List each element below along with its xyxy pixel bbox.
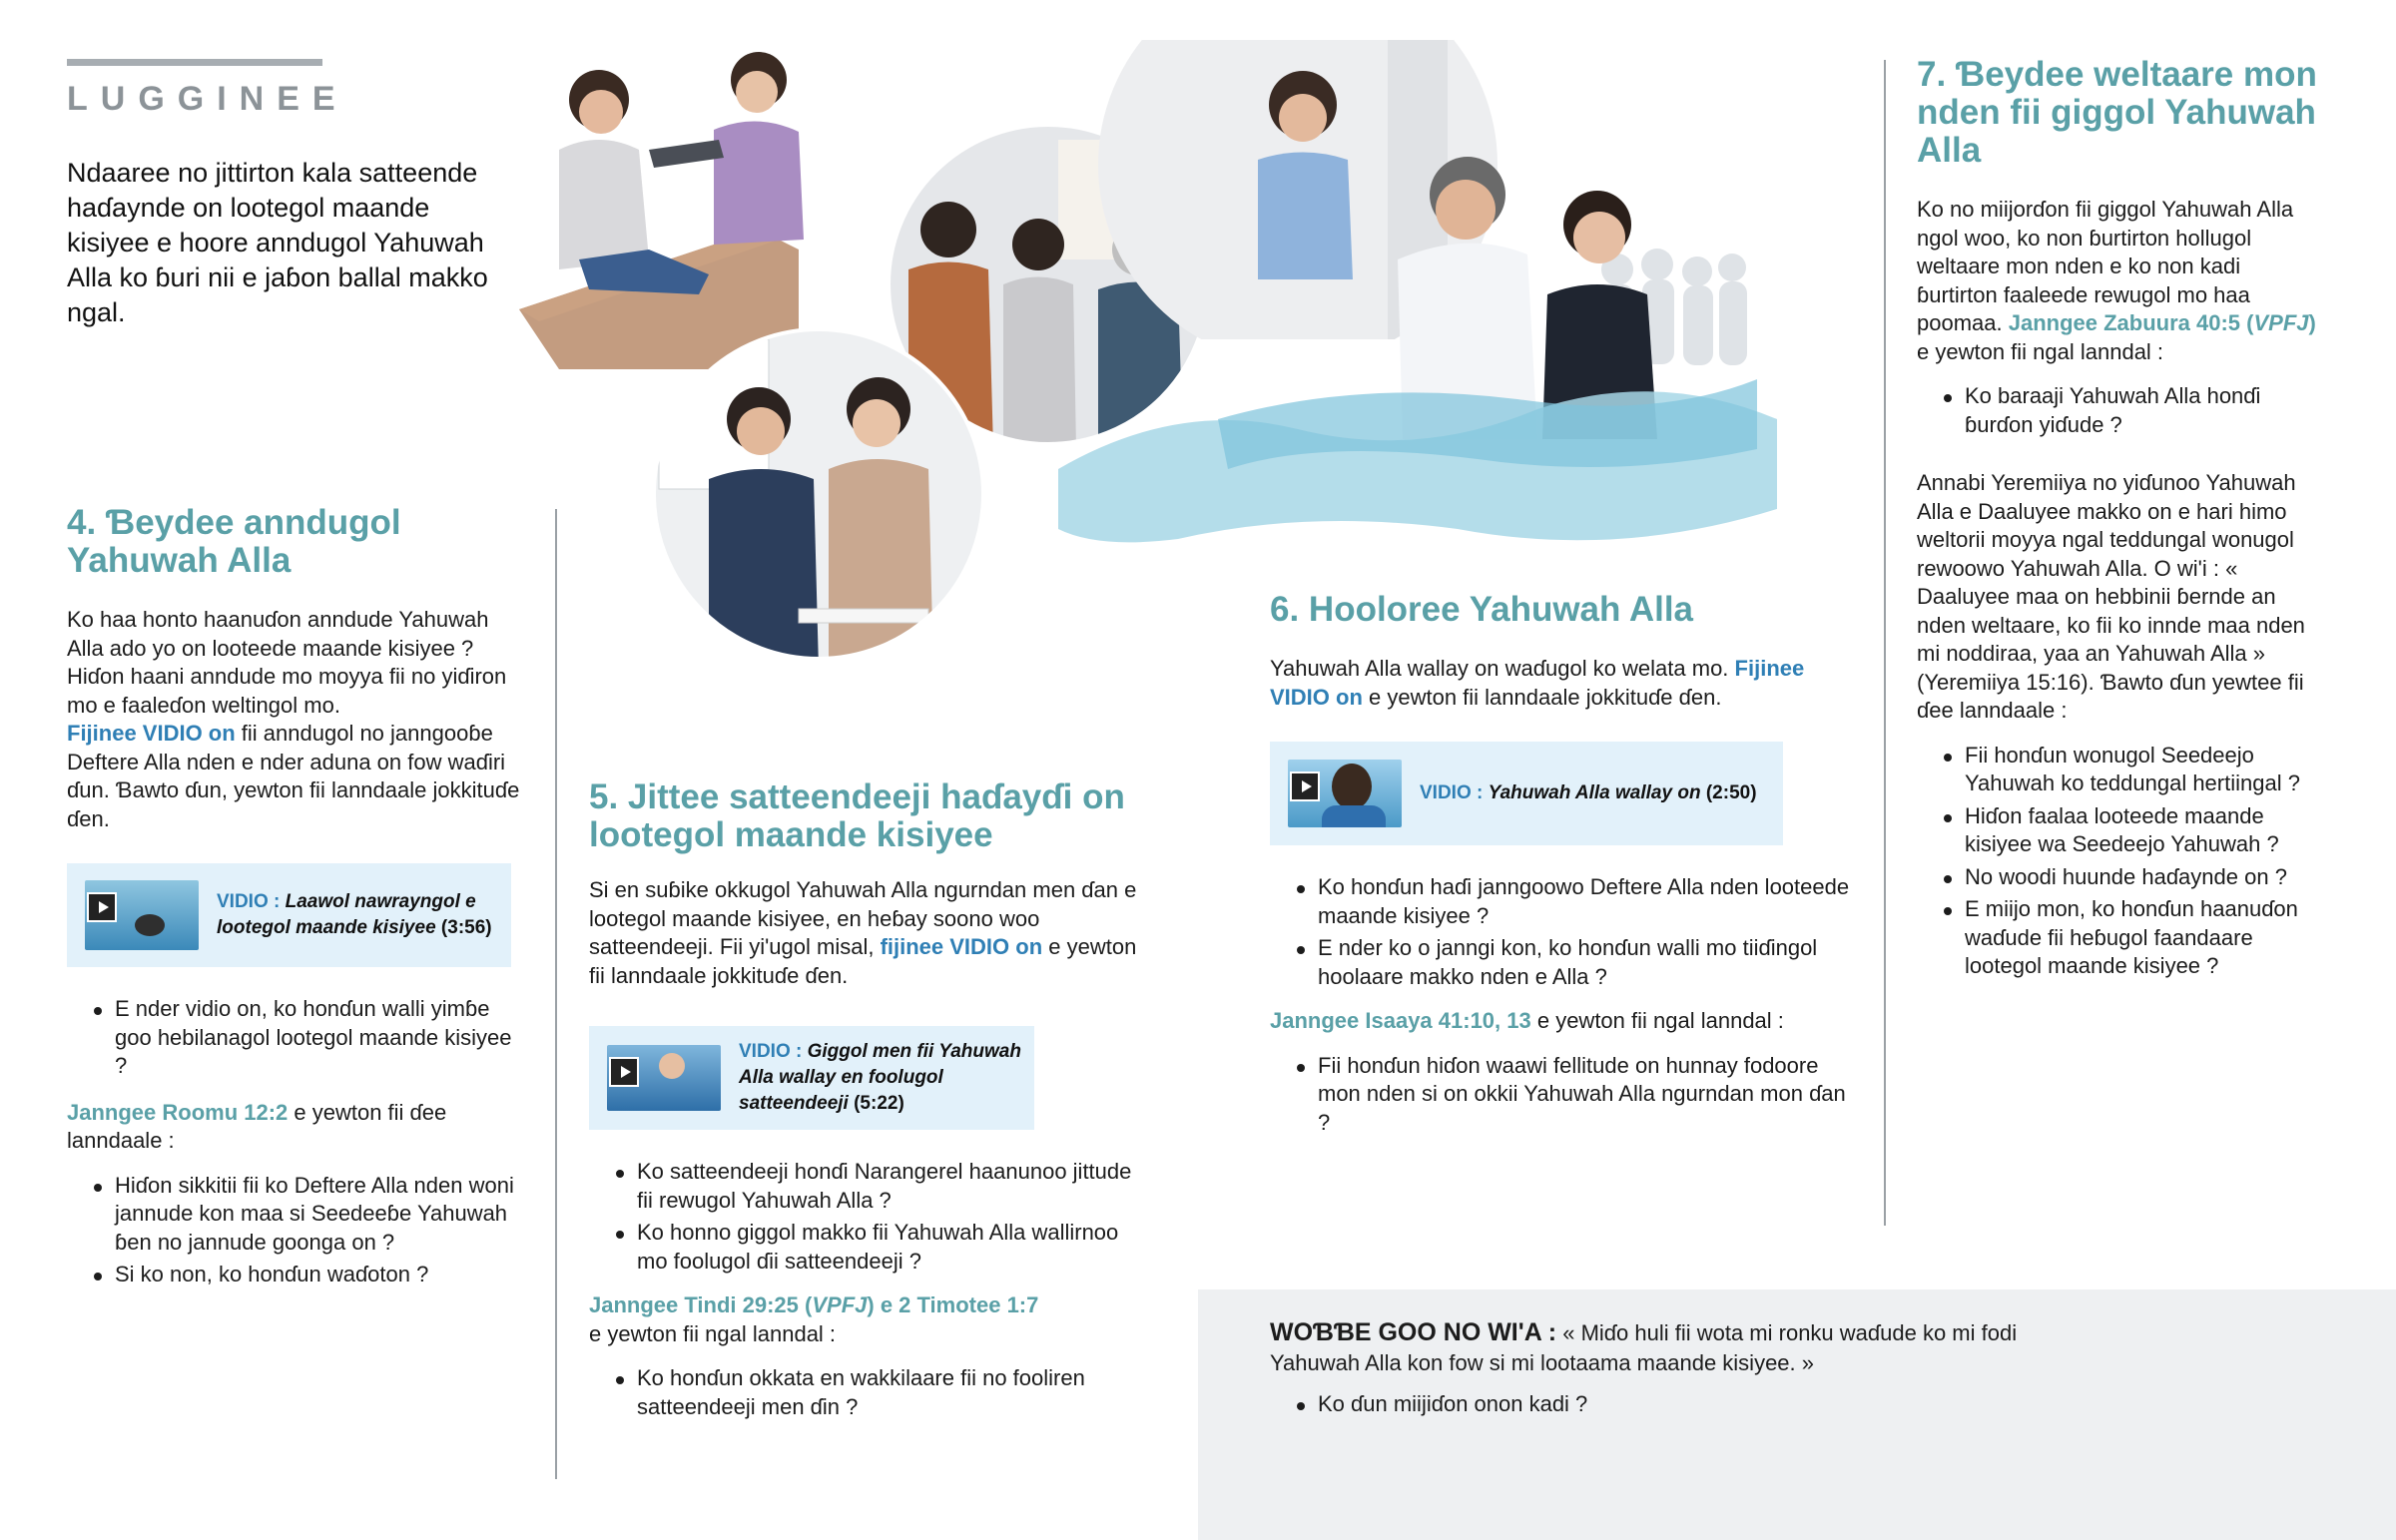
divider-col1 <box>555 509 557 1479</box>
quote-label: WOƁƁE GOO NO WI'A : <box>1270 1318 1557 1346</box>
illustration-baptism <box>1058 40 1777 599</box>
list-item: Ko ɗun miijiɗon onon kadi ? <box>1270 1390 2108 1419</box>
section-7-title: 7. Ɓeydee weltaare mon nden fii giggol Yahuwah Alla <box>1917 55 2317 170</box>
section-5-title: 5. Jittee satteendeeji haɗayɗi on lootegol maande kisiyee <box>589 777 1125 854</box>
list-item: E nder vidio on, ko honɗun walli yimɓe goo hebilanagol lootegol maande kisiyee ? <box>67 995 521 1081</box>
scripture-link-s5[interactable]: Janngee Tindi 29:25 (VPFJ) e 2 Timotee 1:7 <box>589 1292 1039 1317</box>
divider-col4 <box>1884 60 1886 1226</box>
section-5-reading: Janngee Tindi 29:25 (VPFJ) e 2 Timotee 1:7 e yewton fii ngal lanndal : <box>589 1292 1039 1346</box>
play-icon <box>1290 771 1320 801</box>
section-4-paragraph: Ko haa honto haanuɗon anndude Yahuwah Alla ado yo on looteede maande kisiyee ? Hiɗon haani anndude mo moyya fii no yiɗiron mo e faaleɗon weltingol mo. Fijinee VIDIO on fii anndugol no janngooɓe Deftere Alla nden e nder aduna on fow waɗiri ɗun. Ɓawto ɗun, yewton fii lanndaale jokkituɗe ɗen. <box>67 607 520 831</box>
list-item: Hiɗon sikkitii fii ko Deftere Alla nden woni jannude kon maa si Seedeeɓe Yahuwah ɓen no jannude goonga on ? <box>67 1172 521 1258</box>
section-4 <box>67 504 521 1293</box>
video-link-s6[interactable]: Fijinee VIDIO on <box>1270 656 1805 710</box>
video-title-s6: Yahuwah Alla wallay on <box>1488 782 1701 803</box>
section-7 <box>1917 56 2326 985</box>
video-card-s6[interactable]: VIDIO : Yahuwah Alla wallay on (2:50) <box>1270 742 1783 845</box>
play-icon <box>87 892 117 922</box>
quote-section <box>1270 1317 2108 1423</box>
section-6 <box>1270 591 1859 1141</box>
list-item: Ko baraaji Yahuwah Alla honɗi ɓurɗon yiɗude ? <box>1917 382 2326 439</box>
section-eyebrow: LUGGINEE <box>67 80 348 118</box>
video-title-s5: Giggol men fii Yahuwah Alla wallay en foolugol satteendeeji <box>739 1041 1021 1114</box>
header-rule <box>67 59 322 66</box>
scripture-link-s4[interactable]: Janngee Roomu 12:2 <box>67 1099 289 1125</box>
section-6-paragraph: Yahuwah Alla wallay on waɗugol ko welata mo. Fijinee VIDIO on e yewton fii lanndaale jokkituɗe ɗen. <box>1270 656 1805 710</box>
video-link-s5[interactable]: fijinee VIDIO on <box>880 934 1043 959</box>
section-7-paragraph-2: Annabi Yeremiiya no yiɗunoo Yahuwah Alla e Daaluyee makko on e hari himo weltorii moyya ngal teddungal wonugol rewoowo Yahuwah Alla. O wi'i : « Daaluyee maa on hebbinii ɓernde an nden weltaare, ko fii ko innde maa nden mi noddiraa, yaa an Yahuwah Alla » (Yeremiiya 15:16). Ɓawto ɗun yewtee fii ɗee lanndaale : <box>1917 470 2305 723</box>
list-item: Ko honɗun haɗi janngoowo Deftere Alla nden looteede maande kisiyee ? <box>1270 873 1859 930</box>
scripture-link-s7[interactable]: Janngee Zabuura 40:5 (VPFJ) <box>2008 310 2316 335</box>
list-item: E nder ko o janngi kon, ko honɗun walli mo tiiɗingol hoolaare makko nden e Alla ? <box>1270 934 1859 991</box>
list-item: Ko honɗun okkata en wakkilaare fii no fooliren satteendeeji men ɗin ? <box>589 1364 1138 1421</box>
section-5-paragraph: Si en suɓike okkugol Yahuwah Alla ngurndan men ɗan e lootegol maande kisiyee, en heɓay soono woo satteendeeji. Fii yi'ugol misal, fijinee VIDIO on e yewton fii lanndaale jokkituɗe ɗen. <box>589 877 1137 988</box>
video-thumbnail <box>85 880 199 950</box>
intro-paragraph: Ndaaree no jittirton kala satteende haɗaynde on lootegol maande kisiyee e hoore anndugol Yahuwah Alla ko ɓuri nii e jaɓon ballal makko ngal. <box>67 158 488 327</box>
section-4-reading: Janngee Roomu 12:2 e yewton fii ɗee lanndaale : <box>67 1099 447 1153</box>
list-item: Ko honno giggol makko fii Yahuwah Alla wallirnoo mo foolugol ɗii satteendeeji ? <box>589 1219 1138 1276</box>
list-item: E miijo mon, ko honɗun haanuɗon waɗude fii heɓugol faandaare lootegol maande kisiyee ? <box>1917 895 2326 981</box>
video-thumbnail <box>1288 760 1402 827</box>
section-5 <box>589 778 1138 1425</box>
video-card-s4[interactable]: VIDIO : Laawol nawrayngol e lootegol maande kisiyee (3:56) <box>67 863 511 967</box>
list-item: No woodi huunde haɗaynde on ? <box>1917 863 2326 892</box>
list-item: Fii honɗun wonugol Seedeejo Yahuwah ko teddungal hertiingal ? <box>1917 742 2326 798</box>
quote-text: « Miɗo huli fii wota mi ronku waɗude ko mi fodi Yahuwah Alla kon fow si mi lootaama maande kisiyee. » <box>1270 1320 2018 1375</box>
list-item: Ko satteendeeji honɗi Narangerel haanunoo jittude fii rewugol Yahuwah Alla ? <box>589 1158 1138 1215</box>
video-title-s4: Laawol nawrayngol e lootegol maande kisiyee <box>217 891 476 938</box>
section-6-title: 6. Hooloree Yahuwah Alla <box>1270 590 1694 629</box>
section-6-reading: Janngee Isaaya 41:10, 13 e yewton fii ngal lanndal : <box>1270 1008 1784 1033</box>
section-4-title: 4. Ɓeydee anndugol Yahuwah Alla <box>67 503 401 580</box>
video-link-s4[interactable]: Fijinee VIDIO on <box>67 721 236 746</box>
list-item: Hiɗon faalaa looteede maande kisiyee wa Seedeejo Yahuwah ? <box>1917 802 2326 859</box>
play-icon <box>609 1057 639 1087</box>
list-item: Fii honɗun hiɗon waawi fellitude on hunnay fodoore mon nden si on okkii Yahuwah Alla ngurndan mon ɗan ? <box>1270 1052 1859 1138</box>
list-item: Si ko non, ko honɗun waɗoton ? <box>67 1261 521 1289</box>
section-7-paragraph-1: Ko no miijorɗon fii giggol Yahuwah Alla ngol woo, ko non ɓurtirton hollugol weltaare mon nden e ko non kadi ɓurtirton faaleede rewugol mo haa poomaa. Janngee Zabuura 40:5 (VPFJ) e yewton fii ngal lanndal : <box>1917 197 2316 364</box>
video-card-s5[interactable]: VIDIO : Giggol men fii Yahuwah Alla wallay en foolugol satteendeeji (5:22) <box>589 1026 1034 1130</box>
scripture-link-s6[interactable]: Janngee Isaaya 41:10, 13 <box>1270 1008 1531 1033</box>
video-thumbnail <box>607 1045 721 1111</box>
